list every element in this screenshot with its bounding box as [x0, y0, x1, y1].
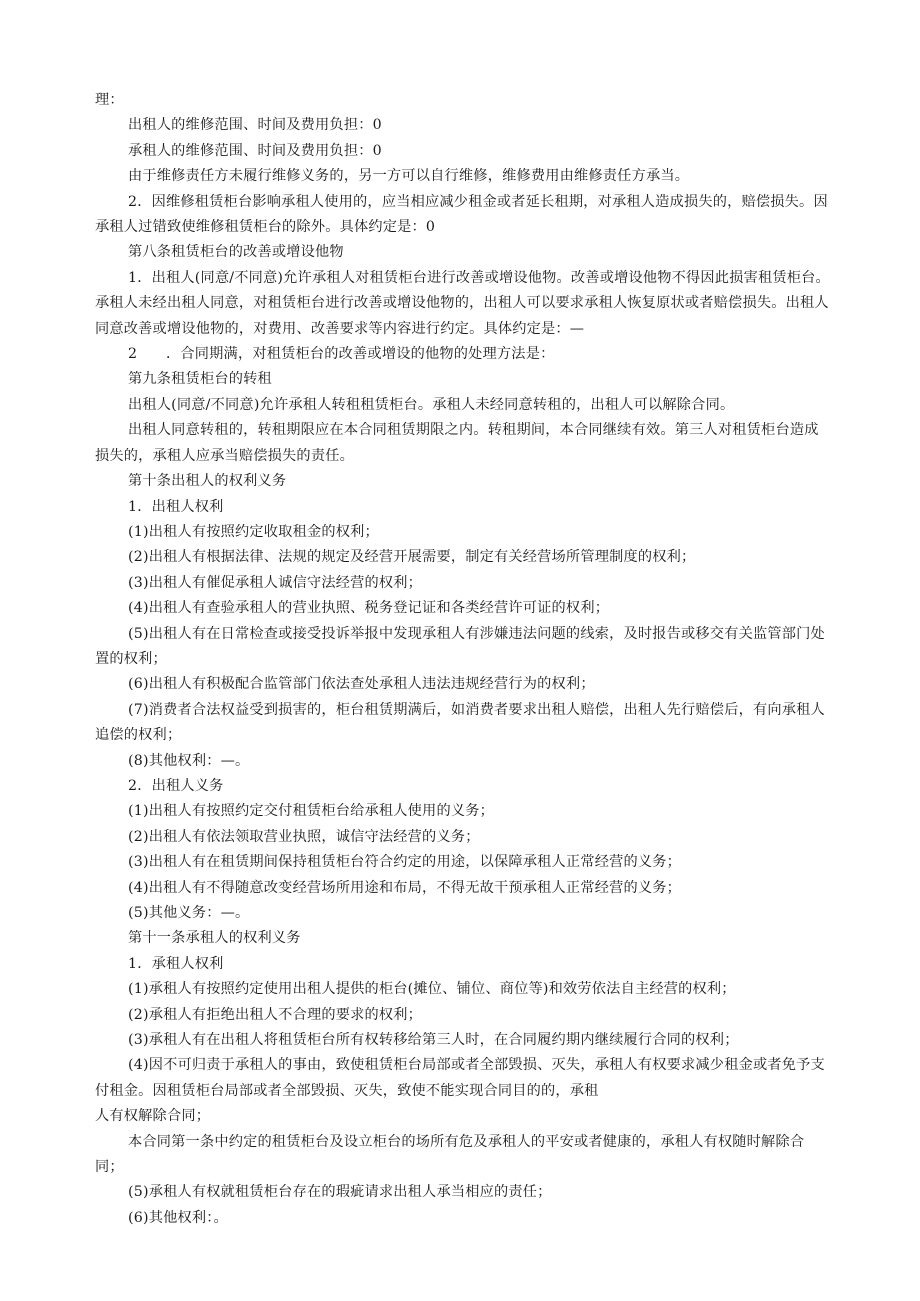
paragraph: 2．因维修租赁柜台影响承租人使用的，应当相应减少租金或者延长租期，对承租人造成损失的，赔偿损失。因承租人过错致使维修租赁柜台的除外。具体约定是：0 [95, 193, 828, 236]
list-item: (4)出租人有查验承租人的营业执照、税务登记证和各类经营许可证的权利； [128, 600, 610, 617]
paragraph: 出租人同意转租的，转租期限应在本合同租赁期限之内。转租期间，本合同继续有效。第三人对租赁柜台造成损失的，承租人应承当赔偿损失的责任。 [95, 422, 819, 464]
list-item: (8)其他权利：—。 [128, 752, 250, 769]
list-item: (1)承租人有按照约定使用出租人提供的柜台(摊位、铺位、商位等)和效劳依法自主经营的权利； [128, 981, 736, 998]
paragraph: 1．出租人(同意/不同意)允许承租人对租赁柜台进行改善或增设他物。改善或增设他物不得因此损害租赁柜台。承租人未经出租人同意，对租赁柜台进行改善或增设他物的，出租人可以要求承租人恢复原状或者赔偿损失。出租人同意改善或增设他物的，对费用、改善要求等内容进行约定。具体约定是：— [95, 269, 830, 337]
list-item: (7)消费者合法权益受到损害的，柜台租赁期满后，如消费者要求出租人赔偿，出租人先行赔偿后，有向承租人追偿的权利； [95, 701, 825, 744]
section-heading: 第十条出租人的权利义务 [128, 473, 287, 490]
paragraph: 2 ．合同期满，对租赁柜台的改善或增设的他物的处理方法是： [128, 346, 555, 363]
list-item: (2)出租人有根据法律、法规的规定及经营开展需要，制定有关经营场所管理制度的权利； [128, 549, 696, 566]
contract-body [95, 88, 830, 1231]
section-heading: 第八条租赁柜台的改善或增设他物 [128, 244, 344, 261]
paragraph: 人有权解除合同； [95, 1108, 211, 1125]
paragraph: 理： [95, 92, 124, 108]
paragraph: 由于维修责任方未履行维修义务的，另一方可以自行维修，维修费用由维修责任方承当。 [128, 168, 690, 185]
paragraph: 本合同第一条中约定的租赁柜台及设立柜台的场所有危及承租人的平安或者健康的，承租人有权随时解除合同； [95, 1133, 805, 1176]
section-heading: 第九条租赁柜台的转租 [128, 371, 272, 388]
list-item: (5)承租人有权就租赁柜台存在的瑕疵请求出租人承当相应的责任； [128, 1184, 552, 1201]
list-item: (2)出租人有依法领取营业执照，诚信守法经营的义务； [128, 828, 480, 845]
list-item: (4)因不可归责于承租人的事由，致使租赁柜台局部或者全部毁损、灭失，承租人有权要求减少租金或者免予支付租金。因租赁柜台局部或者全部毁损、灭失，致使不能实现合同目的的，承租 [95, 1057, 825, 1099]
section-heading: 第十一条承租人的权利义务 [128, 930, 301, 947]
paragraph: 承租人的维修范围、时间及费用负担：0 [128, 142, 382, 159]
list-item: (6)其他权利：。 [128, 1209, 228, 1226]
subsection-heading: 1．承租人权利 [128, 955, 224, 972]
list-item: (3)出租人有催促承租人诚信守法经营的权利； [128, 574, 423, 591]
paragraph: 出租人(同意/不同意)允许承租人转租租赁柜台。承租人未经同意转租的，出租人可以解除合同。 [128, 396, 735, 413]
list-item: (3)出租人有在租赁期间保持租赁柜台符合约定的用途，以保障承租人正常经营的义务； [128, 854, 682, 871]
list-item: (5)其他义务：—。 [128, 905, 250, 921]
paragraph: 出租人的维修范围、时间及费用负担：0 [128, 117, 382, 134]
list-item: (5)出租人有在日常检查或接受投诉举报中发现承租人有涉嫌违法问题的线索，及时报告或移交有关监管部门处置的权利； [95, 625, 825, 667]
list-item: (4)出租人有不得随意改变经营场所用途和布局，不得无故干预承租人正常经营的义务； [128, 879, 682, 896]
list-item: (3)承租人有在出租人将租赁柜台所有权转移给第三人时，在合同履约期内继续履行合同的权利； [128, 1032, 739, 1049]
subsection-heading: 2．出租人义务 [128, 777, 224, 794]
list-item: (6)出租人有积极配合监管部门依法查处承租人违法违规经营行为的权利； [128, 676, 595, 693]
list-item: (1)出租人有按照约定交付租赁柜台给承租人使用的义务； [128, 803, 494, 820]
subsection-heading: 1．出租人权利 [128, 498, 224, 515]
list-item: (2)承租人有拒绝出租人不合理的要求的权利； [128, 1006, 423, 1023]
list-item: (1)出租人有按照约定收取租金的权利； [128, 523, 379, 540]
